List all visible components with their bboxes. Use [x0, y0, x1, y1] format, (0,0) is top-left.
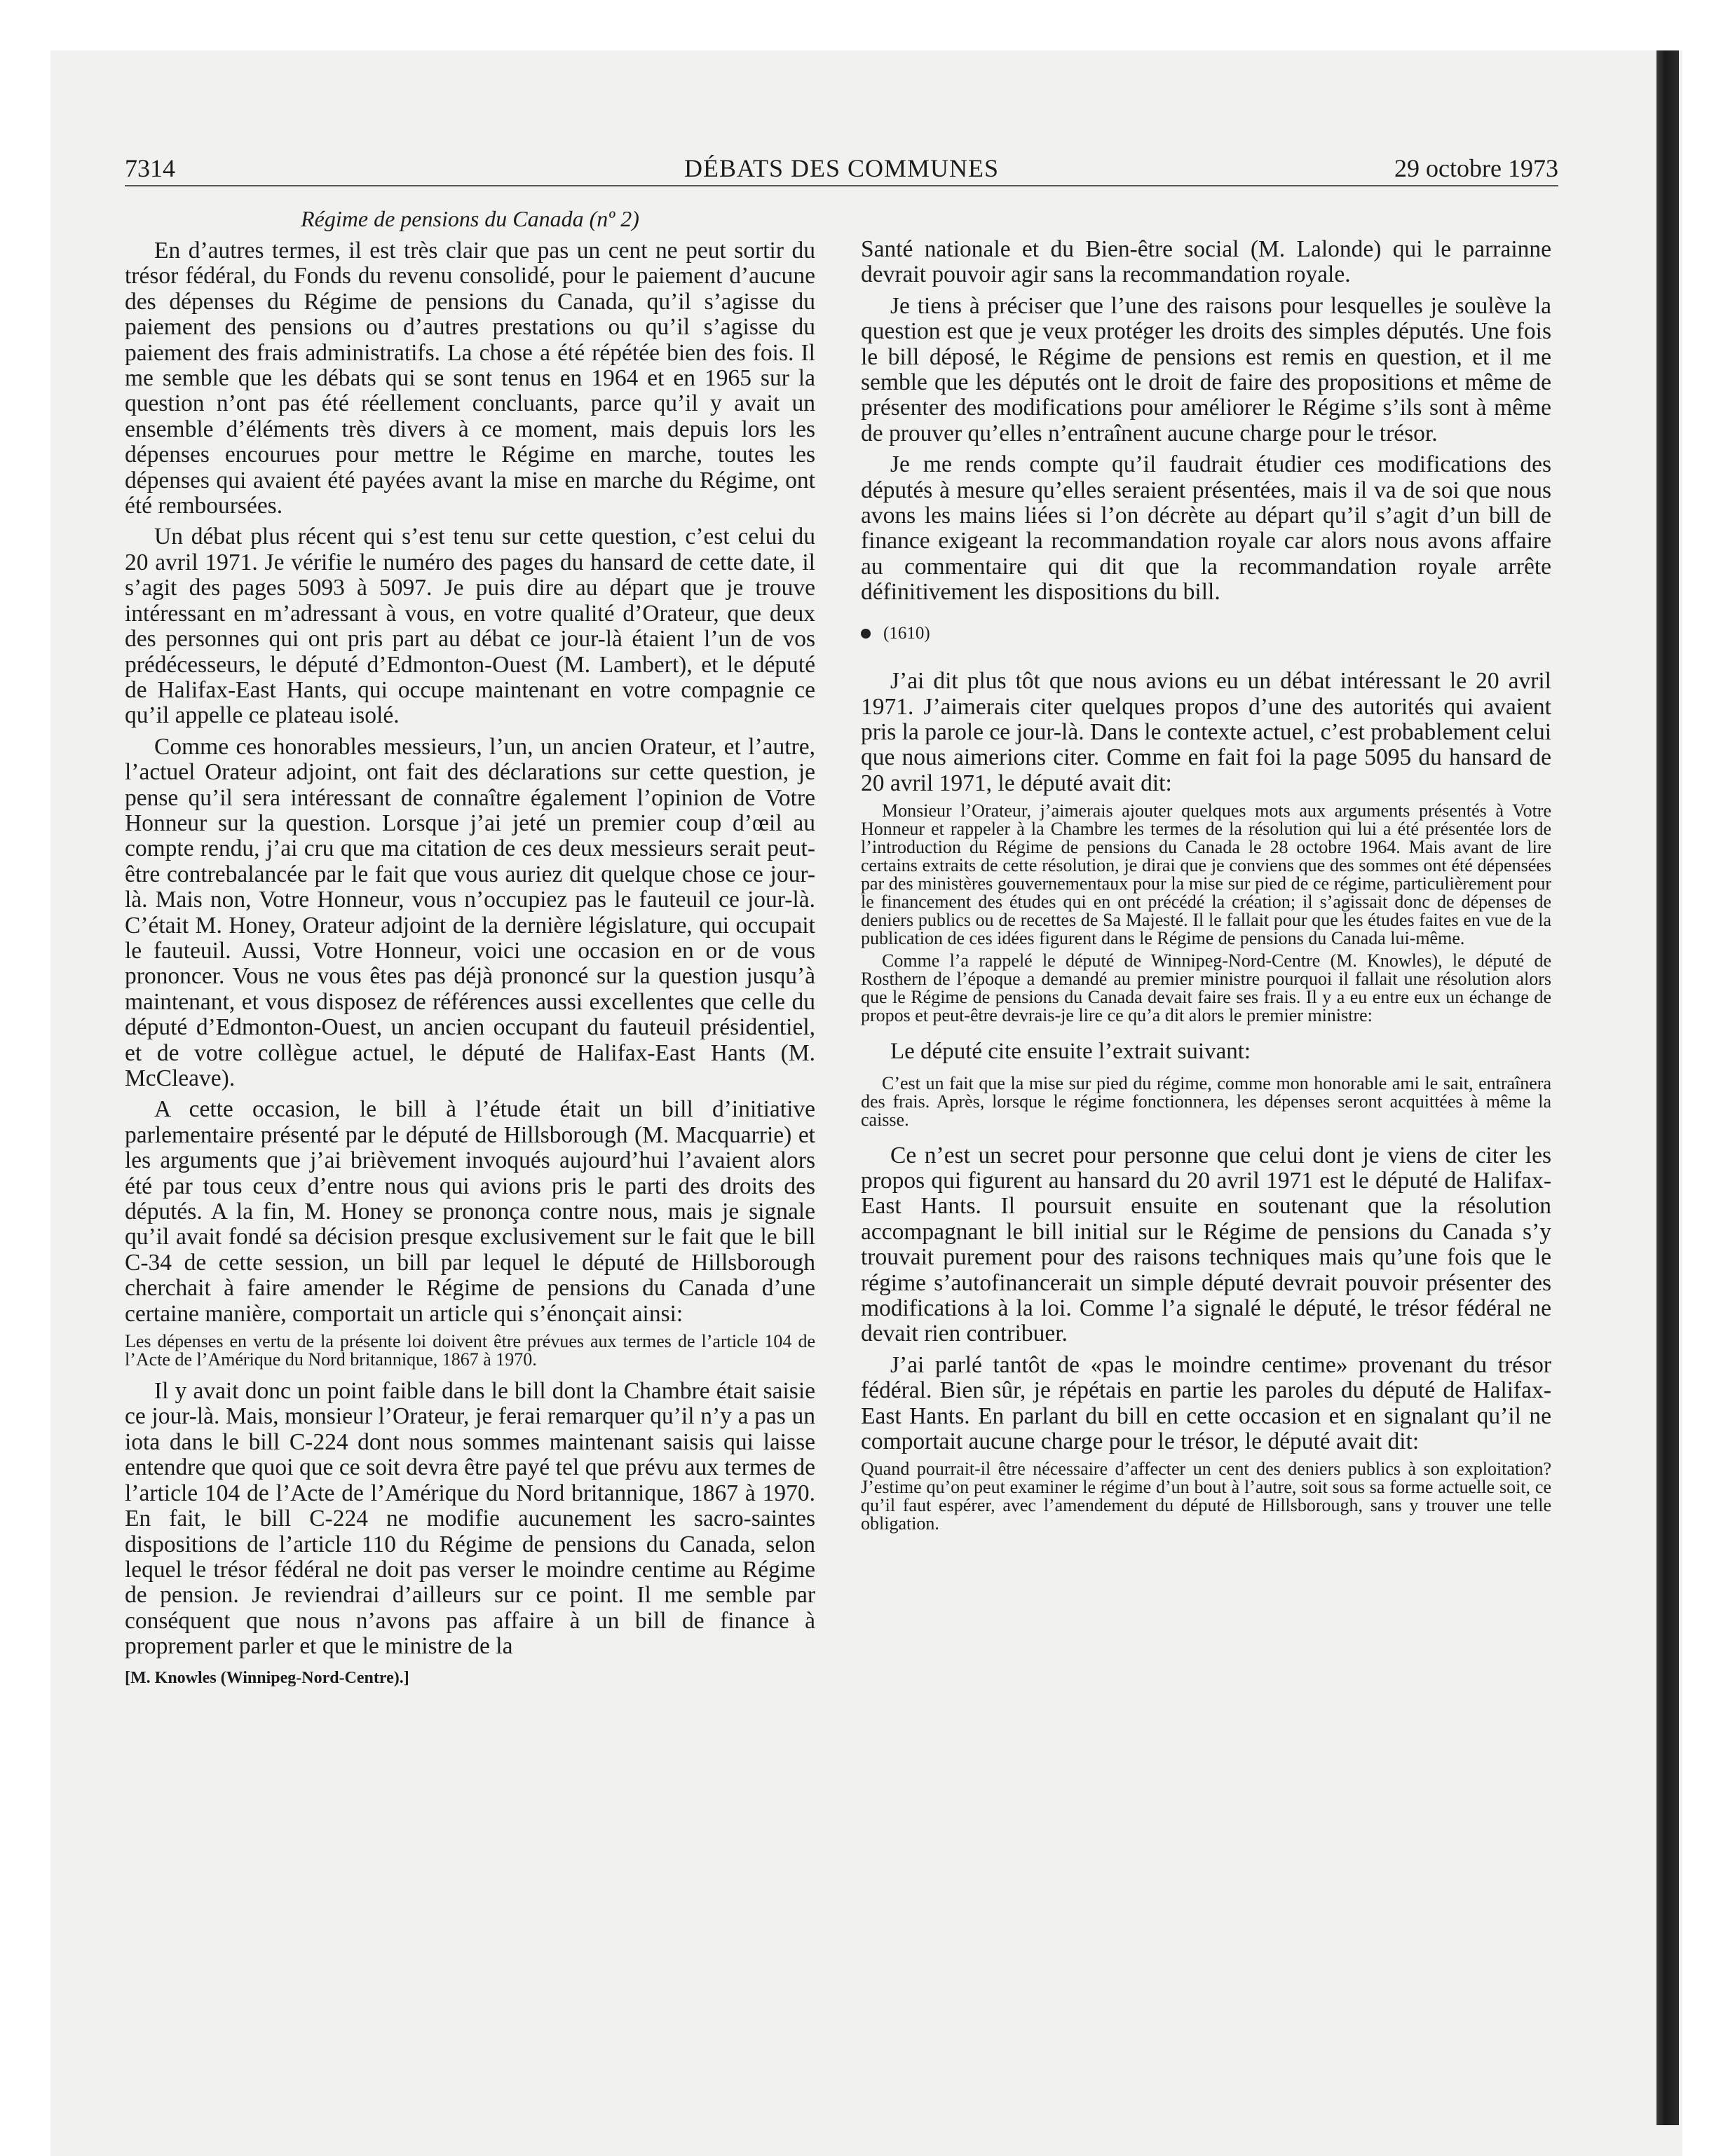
paragraph: Comme ces honorables messieurs, l’un, un ancien Orateur, et l’autre, l’actuel Orateur adjoint, ont fait des déclarations sur cette question, je pense qu’il sera intéressant de connaître également l’opinion de Votre Honneur sur la question. Lorsque j’ai jeté un premier coup d’œil au compte rendu, j’ai cru que ma citation de ces deux messieurs serait peut-être contrebalancée par le fait que vous auriez dit quelque chose ce jour-là. Mais non, Votre Honneur, vous n’occupiez pas le fauteuil ce jour-là. C’était M. Honey, Orateur adjoint de la dernière législature, qui occupait le fauteuil. Aussi, Votre Honneur, voici une occasion en or de vous prononcer. Vous ne vous êtes pas déjà prononcé sur la question jusqu’à maintenant, et vous disposez de références aussi excellentes que celle du député d’Edmonton-Ouest, un ancien occupant du fauteuil présidentiel, et de votre collègue actuel, le député de Halifax-East Hants (M. McCleave).	[125, 733, 815, 1091]
paragraph: En d’autres termes, il est très clair que pas un cent ne peut sortir du trésor fédéral, du Fonds du revenu consolidé, pour le paiement d’aucune des dépenses du Régime de pensions du Canada, qu’il s’agisse du paiement des pensions ou d’autres prestations ou qu’il s’agisse du paiement des frais administratifs. La chose a été répétée bien des fois. Il me semble que les débats qui se sont tenus en 1964 et en 1965 sur la question n’ont pas été réellement concluants, parce qu’il y avait un ensemble d’éléments très divers à ce moment, mais depuis lors les dépenses encourues pour mettre le Régime en marche, toutes les dépenses qui avaient été payées avant la mise en marche du Régime, ont été remboursées.	[125, 238, 815, 519]
quote-text: Monsieur l’Orateur, j’aimerais ajouter quelques mots aux arguments présentés à Votre Honneur et rappeler à la Chambre les termes de la résolution qui lui a été présentée lors de l’introduction du Régime de pensions du Canada le 28 octobre 1964. Mais avant de lire certains extraits de cette résolution, je dirai que je conviens que des sommes ont été dépensées par des ministères gouvernementaux pour la mise sur pied de ce régime, particulièrement pour le financement des études qui en ont précédé la création; il s’agissait donc de dépenses de deniers publics ou de recettes de Sa Majesté. Il le fallait pour que les études faites en vue de la publication de ces idées figurent dans le Régime de pensions du Canada lui-même.	[861, 800, 1551, 949]
block-quote	[861, 802, 1551, 1025]
quote-lead-in: Le député cite ensuite l’extrait suivant:	[890, 1039, 1251, 1065]
paragraph: Ce n’est un secret pour personne que celui dont je viens de citer les propos qui figurent au hansard du 20 avril 1971 est le député de Halifax-East Hants. Il poursuit ensuite en soutenant que la résolution accompagnant le bill initial sur le Régime de pensions du Canada s’y trouvait purement pour des raisons techniques mais qu’une fois que le régime s’autofinancerait un simple député devrait pouvoir présenter des modifications à la loi. Comme l’a signalé le député, le trésor fédéral ne devait rien contribuer.	[861, 1142, 1551, 1347]
block-quote	[861, 1460, 1551, 1533]
page-header	[125, 150, 1558, 186]
publication-title: DÉBATS DES COMMUNES	[683, 154, 1000, 182]
header-rule	[125, 185, 1558, 186]
left-column	[125, 205, 815, 1696]
paragraph: A cette occasion, le bill à l’étude était un bill d’initiative parlementaire présenté par le député de Hillsborough (M. Macquarrie) et les arguments que j’ai brièvement invoqués aujourd’hui l’avaient alors été par tous ceux d’entre nous qui avions pris le parti des droits des députés. A la fin, M. Honey se prononça contre nous, mais je signale qu’il avait fondé sa décision presque exclusivement sur le fait que le bill C-34 de cette session, un bill par lequel le député de Hillsborough cherchait à faire amender le Régime de pensions du Canada d’une certaine manière, comportait un article qui s’énonçait ainsi:	[125, 1096, 815, 1327]
page-date: 29 octobre 1973	[1394, 154, 1558, 182]
section-subhead: Régime de pensions du Canada (nº 2)	[301, 206, 639, 231]
page-number: 7314	[125, 154, 175, 182]
time-marker-text: (1610)	[883, 623, 930, 643]
paragraph: Santé nationale et du Bien-être social (M. Lalonde) qui le parrainne devrait pouvoir agir sans la recommandation royale.	[861, 236, 1551, 288]
paragraph: Il y avait donc un point faible dans le bill dont la Chambre était saisie ce jour-là. Mais, monsieur l’Orateur, je ferai remarquer qu’il n’y a pas un iota dans le bill C-224 dont nous sommes maintenant saisis qui laisse entendre que quoi que ce soit devra être payé tel que prévu aux termes de l’article 104 de l’Acte de l’Amérique du Nord britannique, 1867 à 1970. En fait, le bill C-224 ne modifie aucunement les sacro-saintes dispositions de l’article 110 du Régime de pensions du Canada, selon lequel le trésor fédéral ne doit pas verser le moindre centime au Régime de pension. Je reviendrai d’ailleurs sur ce point. Il me semble par conséquent que nous n’avons pas affaire à un bill de finance à proprement parler et que le ministre de la	[125, 1378, 815, 1660]
paragraph: J’ai dit plus tôt que nous avions eu un débat intéressant le 20 avril 1971. J’aimerais citer quelques propos d’une des autorités qui avaient pris la parole ce jour-là. Dans le contexte actuel, c’est probablement celui que nous aimerions citer. Comme en fait foi la page 5095 du hansard de 20 avril 1971, le député avait dit:	[861, 668, 1551, 796]
time-marker	[861, 621, 1551, 646]
bullet-dot-icon	[861, 629, 871, 639]
paragraph: Un débat plus récent qui s’est tenu sur cette question, c’est celui du 20 avril 1971. Je vérifie le numéro des pages du hansard de cette date, il s’agit des pages 5093 à 5097. Je puis dire au départ que je trouve intéressant en m’adressant à vous, en votre qualité d’Orateur, que deux des personnes qui ont pris part au débat ce jour-là étaient l’un de vos prédécesseurs, le député d’Edmonton-Ouest (M. Lambert), et le député de Halifax-East Hants, qui occupe maintenant en votre compagnie ce qu’il appelle ce plateau isolé.	[125, 524, 815, 729]
block-quote	[861, 1074, 1551, 1129]
block-quote	[125, 1332, 815, 1369]
paragraph: J’ai parlé tantôt de «pas le moindre centime» provenant du trésor fédéral. Bien sûr, je répétais en partie les paroles du député de Halifax-East Hants. En parlant du bill en cette occasion et en signalant qu’il ne comportait aucune charge pour le trésor, le député avait dit:	[861, 1351, 1551, 1454]
quote-text: C’est un fait que la mise sur pied du régime, comme mon honorable ami le sait, entraînera des frais. Après, lorsque le régime fonctionnera, les dépenses seront acquittées à même la caisse.	[861, 1072, 1551, 1130]
paragraph: Je tiens à préciser que l’une des raisons pour lesquelles je soulève la question est que je veux protéger les droits des simples députés. Une fois le bill déposé, le Régime de pensions est remis en question, et il me semble que les députés ont le droit de faire des propositions et même de présenter des modifications pour améliorer le Régime s’ils sont à même de prouver qu’elles n’entraînent aucune charge pour le trésor.	[861, 292, 1551, 446]
quote-text: Comme l’a rappelé le député de Winnipeg-Nord-Centre (M. Knowles), le député de Rosthern de l’époque a demandé au premier ministre pourquoi il fallait une résolution alors que le Régime de pensions du Canada devait faire ses frais. Il y a eu entre eux un échange de propos et peut-être devrais-je lire ce qu’a dit alors le premier ministre:	[861, 950, 1551, 1026]
paragraph: Je me rends compte qu’il faudrait étudier ces modifications des députés à mesure qu’elles seraient présentées, mais il va de soi que nous avons les mains liées si l’on décrète au départ qu’il s’agit d’un bill de finance exigeant la recommandation royale car alors nous avons affaire au commentaire qui dit que la recommandation royale arrête définitivement les dispositions du bill.	[861, 451, 1551, 606]
quote-text: Quand pourrait-il être nécessaire d’affecter un cent des deniers publics à son exploitation? J’estime qu’on peut examiner le régime d’un bout à l’autre, soit sous sa forme actuelle soit, ce qu’il faut espérer, avec l’amendement du député de Hillsborough, sans y trouver une telle obligation.	[861, 1459, 1551, 1534]
speaker-note: [M. Knowles (Winnipeg-Nord-Centre).]	[125, 1668, 409, 1687]
right-column	[861, 237, 1551, 1543]
quote-text: Les dépenses en vertu de la présente loi doivent être prévues aux termes de l’article 104 de l’Acte de l’Amérique du Nord britannique, 1867 à 1970.	[125, 1331, 815, 1370]
scan-edge-strip	[1656, 50, 1679, 2125]
